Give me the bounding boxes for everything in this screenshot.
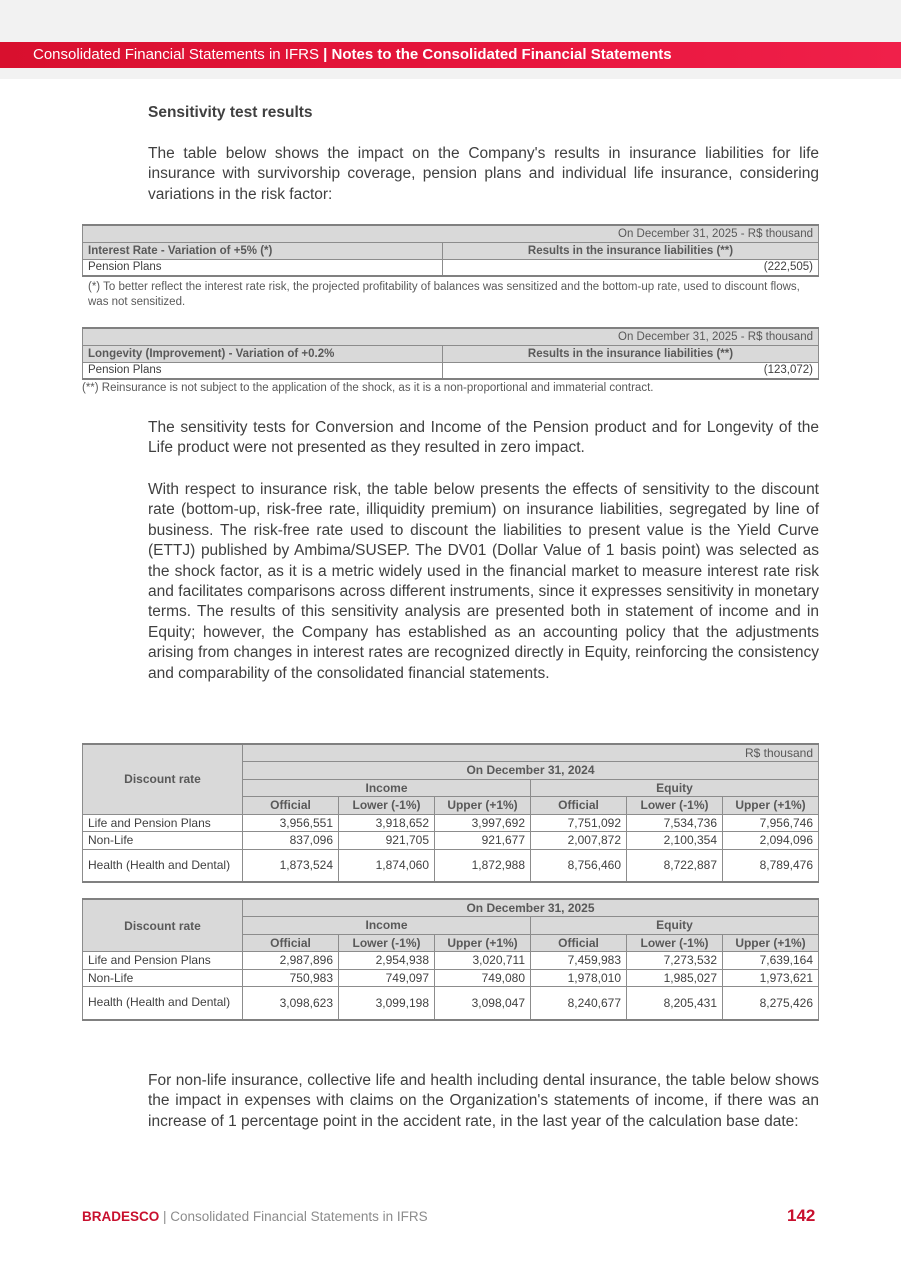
col-income-upper: Upper (+1%) <box>435 797 531 815</box>
header-left: Consolidated Financial Statements in IFRS <box>33 46 319 63</box>
longevity-table-col1: Longevity (Improvement) - Variation of +0.2% <box>83 345 443 362</box>
cell: 749,097 <box>339 969 435 987</box>
interest-table-date: On December 31, 2025 - R$ thousand <box>83 225 819 242</box>
discount-2024-income: Income <box>243 779 531 797</box>
discount-2024-equity: Equity <box>531 779 819 797</box>
longevity-table-date: On December 31, 2025 - R$ thousand <box>83 328 819 345</box>
cell: 2,954,938 <box>339 952 435 970</box>
header-separator: | <box>318 46 332 63</box>
cell: 8,789,476 <box>723 849 819 882</box>
cell: 2,007,872 <box>531 832 627 850</box>
footer-separator: | <box>159 1209 171 1224</box>
interest-table-note: (*) To better reflect the interest rate risk, the projected profitability of balances was sensitized and the bottom-up rate, used to discount flows, was not sensitized. <box>88 281 800 308</box>
longevity-row-value: (123,072) <box>443 362 819 379</box>
cell: 7,534,736 <box>627 814 723 832</box>
discount-2025-row-header: Discount rate <box>83 899 243 952</box>
discount-table-2024 <box>82 743 819 883</box>
row-label: Health (Health and Dental) <box>83 987 243 1020</box>
cell: 921,705 <box>339 832 435 850</box>
col-equity-lower: Lower (-1%) <box>627 934 723 952</box>
paragraph-zero-impact: The sensitivity tests for Conversion and Income of the Pension product and for Longevity of the Life product were not presented as they resulted in zero impact. <box>148 419 819 457</box>
col-income-upper: Upper (+1%) <box>435 934 531 952</box>
longevity-table <box>82 327 819 380</box>
cell: 7,956,746 <box>723 814 819 832</box>
cell: 8,240,677 <box>531 987 627 1020</box>
col-income-official: Official <box>243 797 339 815</box>
cell: 1,874,060 <box>339 849 435 882</box>
interest-table-col2: Results in the insurance liabilities (**) <box>443 242 819 259</box>
interest-table-col1: Interest Rate - Variation of +5% (*) <box>83 242 443 259</box>
cell: 7,273,532 <box>627 952 723 970</box>
cell: 3,098,623 <box>243 987 339 1020</box>
row-label: Health (Health and Dental) <box>83 849 243 882</box>
under-strip <box>0 68 901 79</box>
header-right: Notes to the Consolidated Financial Statements <box>331 46 672 63</box>
row-label: Life and Pension Plans <box>83 814 243 832</box>
cell: 3,997,692 <box>435 814 531 832</box>
discount-2024-unit: R$ thousand <box>243 744 819 762</box>
interest-rate-table <box>82 224 819 277</box>
table-row <box>83 952 819 970</box>
col-equity-upper: Upper (+1%) <box>723 934 819 952</box>
discount-2025-equity: Equity <box>531 917 819 935</box>
cell: 750,983 <box>243 969 339 987</box>
discount-2025-income: Income <box>243 917 531 935</box>
discount-2024-date: On December 31, 2024 <box>243 762 819 780</box>
longevity-table-note: (**) Reinsurance is not subject to the application of the shock, as it is a non-proportional and immaterial contract. <box>82 382 654 394</box>
col-income-lower: Lower (-1%) <box>339 934 435 952</box>
paragraph-claims: For non-life insurance, collective life and health including dental insurance, the table below shows the impact in expenses with claims on the Organization's statements of income, if there was an increase of 1 percentage point in the accident rate, in the last year of the calculation base date: <box>148 1072 819 1130</box>
cell: 749,080 <box>435 969 531 987</box>
table-row <box>83 362 819 379</box>
footer <box>82 1209 428 1224</box>
cell: 8,205,431 <box>627 987 723 1020</box>
page-number: 142 <box>787 1206 816 1225</box>
cell: 1,873,524 <box>243 849 339 882</box>
cell: 7,639,164 <box>723 952 819 970</box>
cell: 7,751,092 <box>531 814 627 832</box>
footer-text: Consolidated Financial Statements in IFRS <box>170 1209 428 1224</box>
table-row <box>83 832 819 850</box>
cell: 2,094,096 <box>723 832 819 850</box>
cell: 3,918,652 <box>339 814 435 832</box>
cell: 921,677 <box>435 832 531 850</box>
table-row <box>83 814 819 832</box>
section-title: Sensitivity test results <box>148 104 313 121</box>
paragraph-intro: The table below shows the impact on the Company's results in insurance liabilities for life insurance with survivorship coverage, pension plans and individual life insurance, considering variations in the risk factor: <box>148 145 819 203</box>
cell: 2,987,896 <box>243 952 339 970</box>
longevity-table-col2: Results in the insurance liabilities (**) <box>443 345 819 362</box>
cell: 3,020,711 <box>435 952 531 970</box>
table-row <box>83 259 819 276</box>
interest-row-value: (222,505) <box>443 259 819 276</box>
discount-2025-date: On December 31, 2025 <box>243 899 819 917</box>
paragraph-discount-rate: With respect to insurance risk, the table below presents the effects of sensitivity to the discount rate (bottom-up, risk-free rate, illiquidity premium) on insurance liabilities, segregated by line of business. The risk-free rate used to discount the liabilities to present value is the Yield Curve (ETTJ) published by Ambima/SUSEP. The DV01 (Dollar Value of 1 basis point) was selected as the shock factor, as it is a metric widely used in the financial market to measure interest rate risk and facilitates comparisons across different instruments, since it expresses sensitivity in monetary terms. The results of this sensitivity analysis are presented both in statement of income and in Equity; however, the Company has established as an accounting policy that the adjustments arising from changes in interest rates are recognized directly in Equity, reinforcing the consistency and comparability of the consolidated financial statements. <box>148 481 819 682</box>
cell: 3,956,551 <box>243 814 339 832</box>
col-income-official: Official <box>243 934 339 952</box>
row-label: Non-Life <box>83 832 243 850</box>
cell: 3,099,198 <box>339 987 435 1020</box>
cell: 8,722,887 <box>627 849 723 882</box>
col-equity-official: Official <box>531 934 627 952</box>
cell: 1,872,988 <box>435 849 531 882</box>
col-equity-upper: Upper (+1%) <box>723 797 819 815</box>
cell: 3,098,047 <box>435 987 531 1020</box>
discount-2024-row-header: Discount rate <box>83 744 243 814</box>
header-bar <box>0 42 901 68</box>
cell: 2,100,354 <box>627 832 723 850</box>
cell: 1,978,010 <box>531 969 627 987</box>
row-label: Life and Pension Plans <box>83 952 243 970</box>
cell: 8,756,460 <box>531 849 627 882</box>
top-strip <box>0 0 901 42</box>
footer-brand: BRADESCO <box>82 1209 160 1224</box>
cell: 1,985,027 <box>627 969 723 987</box>
col-income-lower: Lower (-1%) <box>339 797 435 815</box>
discount-table-2025 <box>82 898 819 1021</box>
longevity-row-label: Pension Plans <box>83 362 443 379</box>
col-equity-lower: Lower (-1%) <box>627 797 723 815</box>
table-row <box>83 849 819 882</box>
interest-row-label: Pension Plans <box>83 259 443 276</box>
row-label: Non-Life <box>83 969 243 987</box>
table-row <box>83 969 819 987</box>
cell: 8,275,426 <box>723 987 819 1020</box>
cell: 1,973,621 <box>723 969 819 987</box>
col-equity-official: Official <box>531 797 627 815</box>
cell: 837,096 <box>243 832 339 850</box>
cell: 7,459,983 <box>531 952 627 970</box>
table-row <box>83 987 819 1020</box>
